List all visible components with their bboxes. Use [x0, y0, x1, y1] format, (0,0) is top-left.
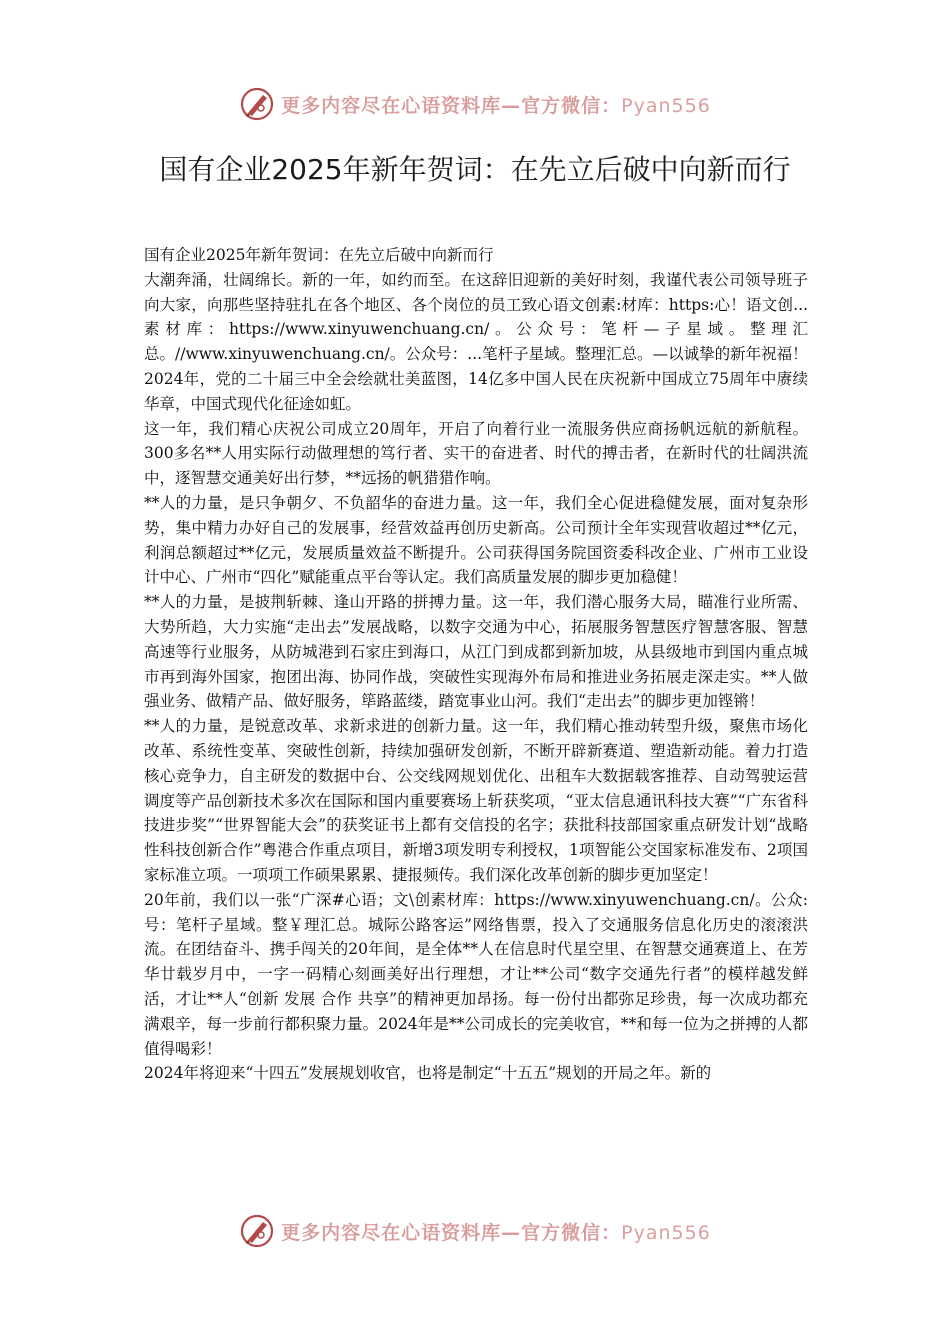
wechat-id: Pyan556 — [621, 1221, 711, 1244]
paragraph: 大潮奔涌，壮阔绵长。新的一年，如约而至。在这辞旧迎新的美好时刻，我谨代表公司领导班子向大家，向那些坚持驻扎在各个地区、各个岗位的员工致心语文创素:材库：https:心！语文创...素材库：https://www.xinyuwenchuang.cn/。公众号：笔杆—子星域。整理汇总。//www.xinyuwenchuang.cn/。公众号：...笔杆子星域。整理汇总。—以诚挚的新年祝福！ — [144, 270, 808, 364]
paragraph: 这一年，我们精心庆祝公司成立20周年，开启了向着行业一流服务供应商扬帆远航的新航程。300多名**人用实际行动做理想的笃行者、实干的奋进者、时代的搏击者，在新时代的壮阔洪流中，逐智慧交通美好出行梦，**远扬的帆猎猎作响。 — [144, 419, 808, 488]
paragraph: **人的力量，是只争朝夕、不负韶华的奋进力量。这一年，我们全心促进稳健发展，面对复杂形势，集中精力办好自己的发展事，经营效益再创历史新高。公司预计全年实现营收超过**亿元，利润总额超过**亿元，发展质量效益不断提升。公司获得国务院国资委科改企业、广州市工业设计中心、广州市“四化”赋能重点平台等认定。我们高质量发展的脚步更加稳健！ — [144, 493, 808, 587]
document-body — [144, 243, 808, 1086]
header-banner — [0, 84, 950, 124]
pen-logo-icon — [239, 86, 275, 122]
page-title: 国有企业2025年新年贺词：在先立后破中向新而行 — [159, 153, 791, 186]
paragraph: **人的力量，是披荆斩棘、逢山开路的拼搏力量。这一年，我们潜心服务大局，瞄准行业所需、大势所趋，大力实施“走出去”发展战略，以数字交通为中心，拓展服务智慧医疗智慧客服、智慧高速等行业服务，从防城港到石家庄到海口，从江门到成都到新加坡，从县级地市到国内重点城市再到海外国家，抱团出海、协同作战，突破性实现海外布局和推进业务拓展走深走实。**人做强业务、做精产品、做好服务，筚路蓝缕，踏宽事业山河。我们“走出去”的脚步更加铿锵！ — [144, 593, 808, 711]
paragraph: 国有企业2025年新年贺词：在先立后破中向新而行 — [144, 246, 494, 264]
paragraph: 2024年，党的二十届三中全会绘就壮美蓝图，14亿多中国人民在庆祝新中国成立75周年中赓续华章，中国式现代化征途如虹。 — [144, 369, 808, 413]
footer-banner — [0, 1211, 950, 1251]
pen-logo-icon — [239, 1213, 275, 1249]
paragraph: 2024年将迎来“十四五”发展规划收官，也将是制定“十五五”规划的开局之年。新的 — [144, 1064, 712, 1083]
banner-text: 更多内容尽在心语资料库—官方微信：Pyan556 — [281, 94, 711, 117]
banner-text: 更多内容尽在心语资料库—官方微信：Pyan556 — [281, 1221, 711, 1244]
paragraph: **人的力量，是锐意改革、求新求进的创新力量。这一年，我们精心推动转型升级，聚焦市场化改革、系统性变革、突破性创新，持续加强研发创新，不断开辟新赛道、塑造新动能。着力打造核心竞争力，自主研发的数据中台、公交线网规划优化、出租车大数据载客推荐、自动驾驶运营调度等产品创新技术多次在国际和国内重要赛场上斩获奖项，“亚太信息通讯科技大赛”“广东省科技进步奖”“世界智能大会”的获奖证书上都有交信投的名字；获批科技部国家重点研发计划“战略性科技创新合作”粤港合作重点项目，新增3项发明专利授权，1项智能公交国家标准发布、2项国家标准立项。一项项工作硕果累累、捷报频传。我们深化改革创新的脚步更加坚定！ — [144, 717, 808, 884]
paragraph: 20年前，我们以一张“广深#心语；文\创素材库：https://www.xinyuwenchuang.cn/。公众:号：笔杆子星域。整￥理汇总。城际公路客运”网络售票，投入了交通服务信息化历史的滚滚洪流。在团结奋斗、携手闯关的20年间，是全体**人在信息时代星空里、在智慧交通赛道上、在芳华廿载岁月中，一字一码精心刻画美好出行理想，才让**公司“数字交通先行者”的模样越发鲜活，才让**人“创新 发展 合作 共享”的精神更加昂扬。每一份付出都弥足珍贵，每一次成功都充满艰辛，每一步前行都积聚力量。2024年是**公司成长的完美收官，**和每一位为之拼搏的人都值得喝彩！ — [144, 890, 808, 1058]
wechat-id: Pyan556 — [621, 94, 711, 117]
